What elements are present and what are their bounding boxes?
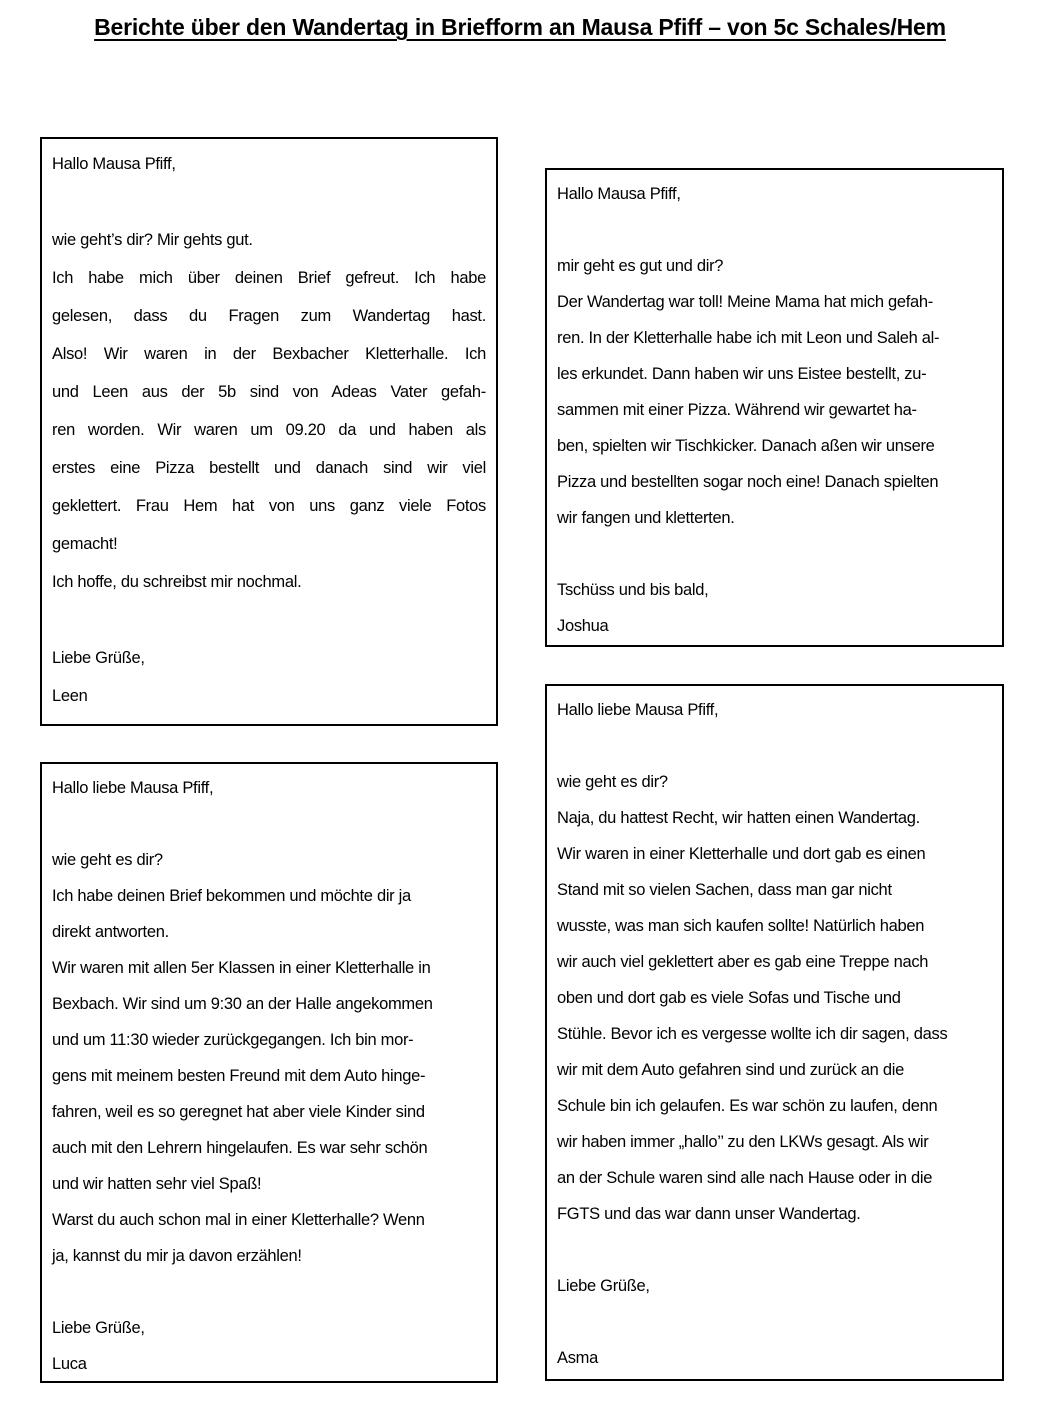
letter-line: sammen mit einer Pizza. Während wir gewartet ha-: [557, 401, 917, 419]
letter-line: [557, 1232, 992, 1268]
letter-line: Naja, du hattest Recht, wir hatten einen Wandertag.: [557, 809, 920, 827]
letter-line: gemacht!: [52, 535, 118, 553]
letter-line: Hallo liebe Mausa Pfiff,: [52, 779, 214, 797]
letter-line: wusste, was man sich kaufen sollte! Natürlich haben: [557, 917, 925, 935]
letter-joshua: [545, 168, 1004, 647]
letter-line: gelesen, dass du Fragen zum Wandertag hast.: [52, 307, 486, 325]
letter-line: [52, 601, 486, 639]
letter-line: an der Schule waren sind alle nach Hause oder in die: [557, 1169, 933, 1187]
letter-line: wir auch viel geklettert aber es gab eine Treppe nach: [557, 953, 929, 971]
document-title: Berichte über den Wandertag in Briefform an Mausa Pfiff – von 5c Schales/Hem: [94, 14, 946, 40]
letter-line: Ich habe deinen Brief bekommen und möchte dir ja: [52, 887, 411, 905]
letter-line: [557, 728, 992, 764]
letter-line: Bexbach. Wir sind um 9:30 an der Halle angekommen: [52, 995, 433, 1013]
letter-line: Wir waren in einer Kletterhalle und dort gab es einen: [557, 845, 926, 863]
letter-line: direkt antworten.: [52, 923, 169, 941]
letter-asma: [545, 684, 1004, 1381]
letter-line: Also! Wir waren in der Bexbacher Kletterhalle. Ich: [52, 345, 486, 363]
letter-line: Leen: [52, 687, 88, 705]
letter-line: wie geht es dir?: [557, 773, 668, 791]
letter-line: Liebe Grüße,: [52, 1319, 145, 1337]
letter-line: fahren, weil es so geregnet hat aber viele Kinder sind: [52, 1103, 425, 1121]
letter-line: ren worden. Wir waren um 09.20 da und haben als: [52, 421, 486, 439]
letter-line: und Leen aus der 5b sind von Adeas Vater gefah-: [52, 383, 486, 401]
letter-line: Liebe Grüße,: [557, 1277, 650, 1295]
letter-line: ben, spielten wir Tischkicker. Danach aßen wir unsere: [557, 437, 935, 455]
letter-line: wie geht es dir?: [52, 851, 163, 869]
letter-line: Schule bin ich gelaufen. Es war schön zu laufen, denn: [557, 1097, 938, 1115]
letter-line: oben und dort gab es viele Sofas und Tische und: [557, 989, 901, 1007]
letter-line: FGTS und das war dann unser Wandertag.: [557, 1205, 861, 1223]
letter-line: Pizza und bestellten sogar noch eine! Danach spielten: [557, 473, 939, 491]
letter-line: wir haben immer „hallo’’ zu den LKWs gesagt. Als wir: [557, 1133, 929, 1151]
letter-line: [557, 1304, 992, 1340]
letter-line: mir geht es gut und dir?: [557, 257, 724, 275]
letter-line: Wir waren mit allen 5er Klassen in einer Kletterhalle in: [52, 959, 431, 977]
letter-line: Tschüss und bis bald,: [557, 581, 709, 599]
letter-line: gens mit meinem besten Freund mit dem Auto hinge-: [52, 1067, 426, 1085]
letter-line: Hallo Mausa Pfiff,: [557, 185, 681, 203]
letter-luca: [40, 762, 498, 1383]
letter-line: Liebe Grüße,: [52, 649, 145, 667]
letter-line: Stühle. Bevor ich es vergesse wollte ich dir sagen, dass: [557, 1025, 948, 1043]
letter-line: Joshua: [557, 617, 609, 635]
letter-line: Hallo liebe Mausa Pfiff,: [557, 701, 719, 719]
letter-line: Der Wandertag war toll! Meine Mama hat mich gefah-: [557, 293, 933, 311]
letter-leen: [40, 137, 498, 726]
letter-line: und um 11:30 wieder zurückgegangen. Ich bin mor-: [52, 1031, 414, 1049]
letter-line: [557, 212, 992, 248]
letter-line: wir mit dem Auto gefahren sind und zurück an die: [557, 1061, 904, 1079]
letter-line: Hallo Mausa Pfiff,: [52, 155, 176, 173]
letter-line: erstes eine Pizza bestellt und danach sind wir viel: [52, 459, 486, 477]
letter-line: geklettert. Frau Hem hat von uns ganz viele Fotos: [52, 497, 486, 515]
letter-line: Asma: [557, 1349, 598, 1367]
letter-line: [52, 806, 486, 842]
letter-line: wir fangen und kletterten.: [557, 509, 735, 527]
letter-line: les erkundet. Dann haben wir uns Eistee bestellt, zu-: [557, 365, 927, 383]
letter-line: Ich habe mich über deinen Brief gefreut. Ich habe: [52, 269, 486, 287]
letter-line: und wir hatten sehr viel Spaß!: [52, 1175, 262, 1193]
letter-line: ja, kannst du mir ja davon erzählen!: [52, 1247, 302, 1265]
letter-line: Warst du auch schon mal in einer Kletterhalle? Wenn: [52, 1211, 425, 1229]
letter-line: wie geht’s dir? Mir gehts gut.: [52, 231, 253, 249]
letter-line: Luca: [52, 1355, 87, 1373]
letter-line: [52, 1274, 486, 1310]
letter-line: ren. In der Kletterhalle habe ich mit Leon und Saleh al-: [557, 329, 940, 347]
letter-line: auch mit den Lehrern hingelaufen. Es war sehr schön: [52, 1139, 428, 1157]
letter-line: Stand mit so vielen Sachen, dass man gar nicht: [557, 881, 892, 899]
letter-line: [557, 536, 992, 572]
letter-line: [52, 183, 486, 221]
letter-line: Ich hoffe, du schreibst mir nochmal.: [52, 573, 302, 591]
